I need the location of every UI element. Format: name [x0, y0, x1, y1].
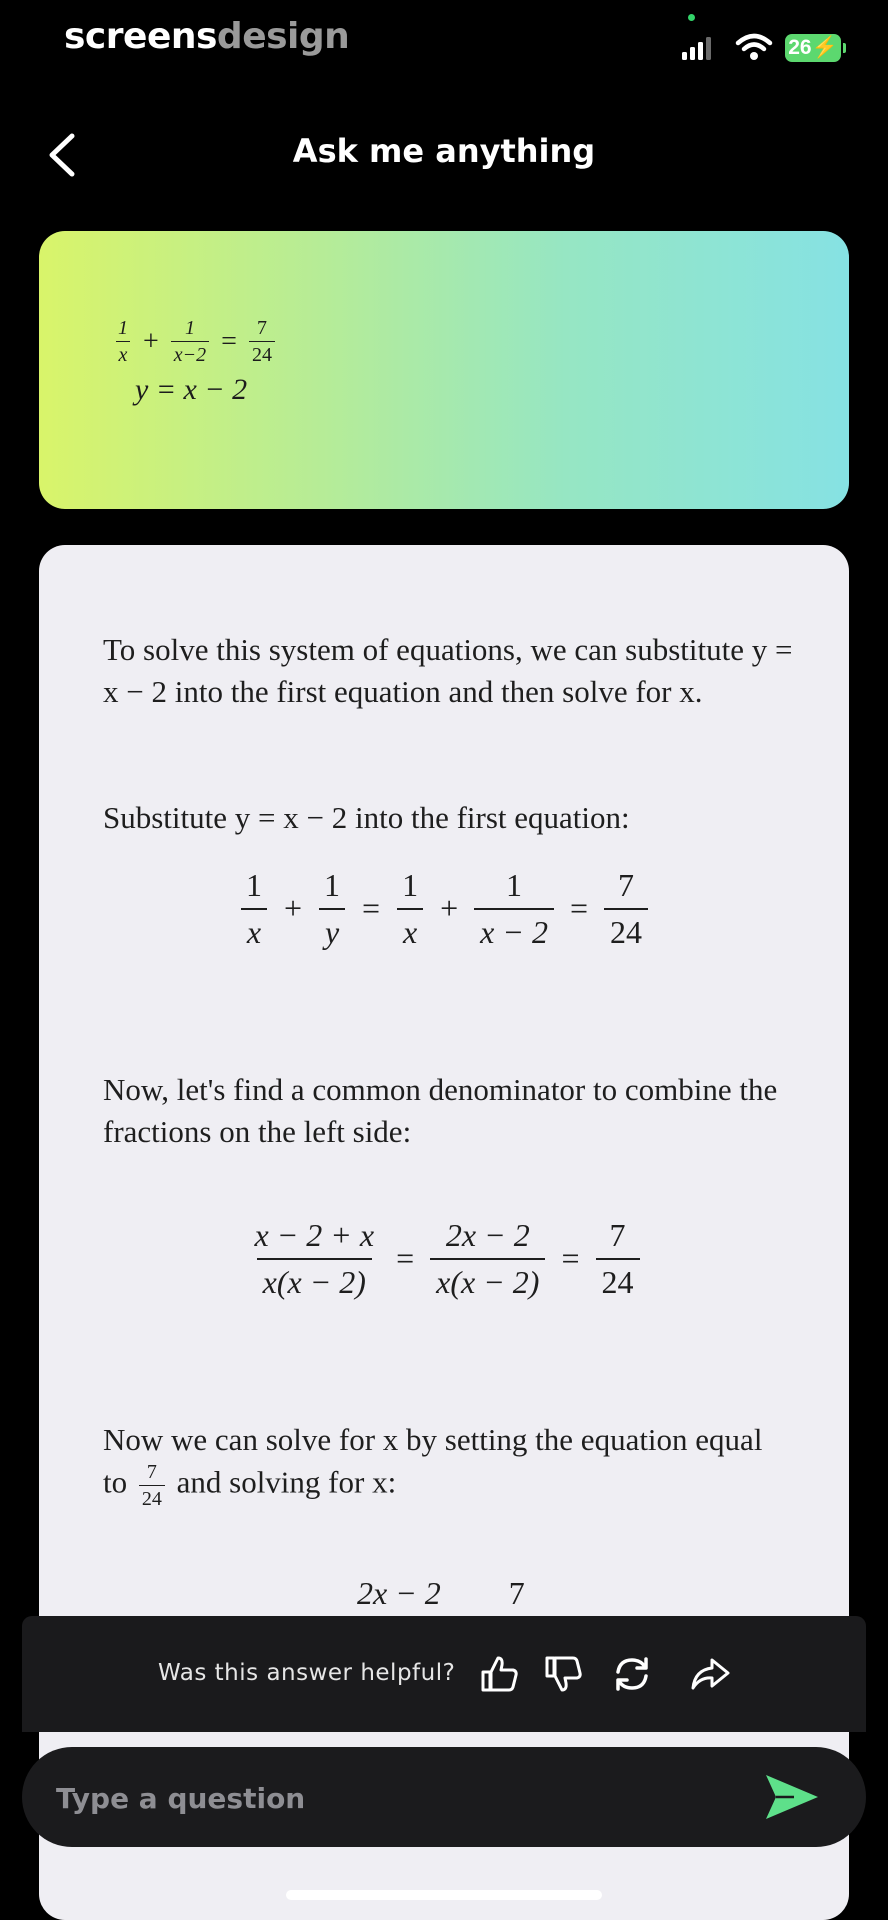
fraction: $\frac{1}{x}$: [115, 317, 131, 366]
fraction: $\frac{7}{24}$: [604, 867, 648, 951]
home-indicator: [286, 1890, 602, 1900]
fraction: $\frac{1}{x}$: [240, 867, 268, 951]
page-title: Ask me anything: [292, 132, 596, 170]
watermark-logo: screensdesign: [64, 16, 350, 57]
thumbs-up-icon[interactable]: [478, 1652, 522, 1696]
answer-paragraph-3: Now, let's find a common denominator to combine the fractions on the left side:: [103, 1072, 778, 1149]
send-icon[interactable]: [764, 1771, 820, 1823]
status-bar: [0, 0, 888, 80]
thumbs-down-icon[interactable]: [542, 1652, 586, 1696]
question-card: [39, 231, 849, 509]
privacy-indicator: [688, 14, 695, 21]
nav-header: [0, 110, 888, 190]
math-equation-1: $\frac{1}{x}$ + $\frac{1}{y}$ = $\frac{1}{x}$ + $\frac{1}{x - 2}$ = $\frac{7}{24}$: [39, 867, 849, 951]
wifi-icon: [735, 32, 773, 62]
share-icon[interactable]: [688, 1652, 732, 1696]
answer-paragraph-1: To solve this system of equations, we can substitute y = x − 2 into the first equation and then solve for x.: [103, 632, 793, 709]
regenerate-icon[interactable]: [610, 1652, 654, 1696]
fraction: $\frac{2x - 2}{x(x - 2)}$: [430, 1217, 545, 1301]
fraction: $\frac{1}{y}$: [318, 867, 346, 951]
answer-paragraph-2: Substitute y = x − 2 into the first equation:: [103, 800, 630, 835]
math-equation-2: $\frac{x - 2 + x}{x(x - 2)}$ = $\frac{2x - 2}{x(x - 2)}$ = $\frac{7}{24}$: [39, 1217, 849, 1301]
question-input[interactable]: [54, 1765, 758, 1831]
feedback-prompt: Was this answer helpful?: [158, 1660, 456, 1686]
fraction: $\frac{x - 2 + x}{x(x - 2)}$: [254, 1217, 375, 1300]
fraction: $\frac{7}{24}$: [596, 1217, 640, 1301]
fraction: $\frac{1}{x-2}$: [171, 317, 209, 366]
fraction: $\frac{7}{24}$: [139, 1461, 165, 1510]
question-equation-1: $\frac{1}{x}$ + $\frac{1}{x-2}$ = $\frac{7}{24}$: [111, 317, 279, 366]
fraction: $\frac{1}{x}$: [396, 867, 424, 951]
fraction: $\frac{1}{x - 2}$: [474, 867, 554, 951]
answer-paragraph-4: Now we can solve for x by setting the equation equal to $\frac{7}{24}$ and solving for x:: [103, 1422, 763, 1510]
composer: [22, 1747, 866, 1847]
math-equation-3: 2x − 2 7: [357, 1575, 525, 1611]
question-equation-2: y = x − 2: [135, 373, 248, 406]
fraction: $\frac{7}{24}$: [249, 317, 275, 366]
feedback-bar: [22, 1616, 866, 1732]
battery-indicator: 26⚡: [785, 34, 841, 62]
signal-icon: [682, 36, 714, 60]
